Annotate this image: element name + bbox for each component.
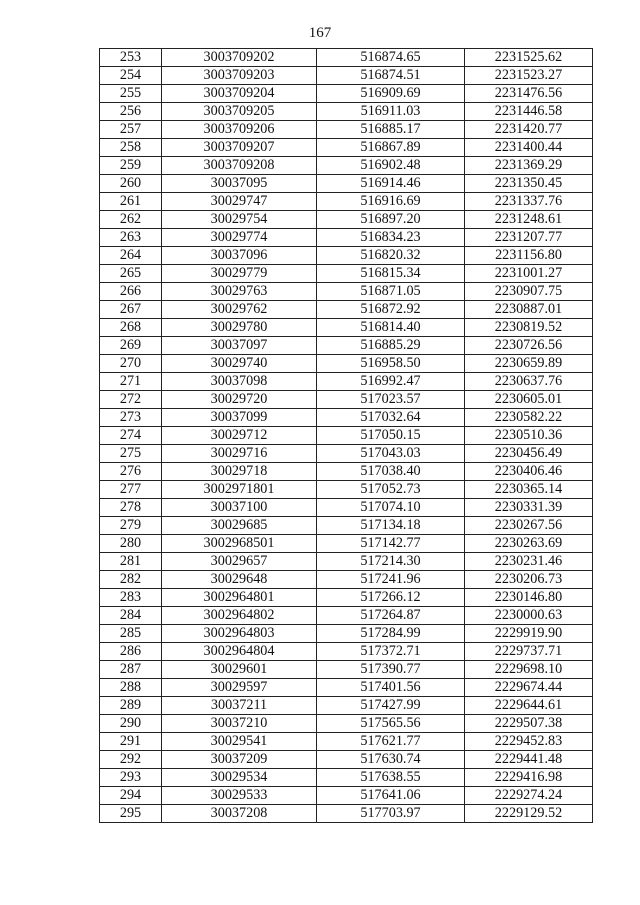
point-id-cell: 30037208 [162,805,317,823]
x-coordinate-cell: 517050.15 [317,427,465,445]
y-coordinate-cell: 2231523.27 [465,67,593,85]
point-number-cell: 290 [100,715,162,733]
x-coordinate-cell: 516867.89 [317,139,465,157]
point-id-cell: 30029541 [162,733,317,751]
y-coordinate-cell: 2229644.61 [465,697,593,715]
table-row [100,301,593,319]
point-id-cell: 3003709206 [162,121,317,139]
table-row [100,103,593,121]
point-number-cell: 277 [100,481,162,499]
point-number-cell: 280 [100,535,162,553]
table-row [100,787,593,805]
point-number-cell: 267 [100,301,162,319]
point-id-cell: 30029534 [162,769,317,787]
x-coordinate-cell: 516911.03 [317,103,465,121]
x-coordinate-cell: 516916.69 [317,193,465,211]
table-row [100,751,593,769]
table-row [100,157,593,175]
point-id-cell: 3003709205 [162,103,317,121]
y-coordinate-cell: 2231156.80 [465,247,593,265]
y-coordinate-cell: 2230605.01 [465,391,593,409]
point-number-cell: 288 [100,679,162,697]
table-row [100,139,593,157]
table-row [100,247,593,265]
y-coordinate-cell: 2230726.56 [465,337,593,355]
x-coordinate-cell: 516814.40 [317,319,465,337]
x-coordinate-cell: 517241.96 [317,571,465,589]
table-row [100,715,593,733]
table-row [100,211,593,229]
y-coordinate-cell: 2229416.98 [465,769,593,787]
y-coordinate-cell: 2230582.22 [465,409,593,427]
x-coordinate-cell: 517074.10 [317,499,465,517]
point-number-cell: 276 [100,463,162,481]
y-coordinate-cell: 2231337.76 [465,193,593,211]
y-coordinate-cell: 2230206.73 [465,571,593,589]
table-row [100,229,593,247]
point-id-cell: 3002964801 [162,589,317,607]
point-id-cell: 3003709207 [162,139,317,157]
point-id-cell: 3002964802 [162,607,317,625]
point-id-cell: 30037210 [162,715,317,733]
table-row [100,337,593,355]
y-coordinate-cell: 2230887.01 [465,301,593,319]
point-number-cell: 260 [100,175,162,193]
y-coordinate-cell: 2231350.45 [465,175,593,193]
x-coordinate-cell: 516874.51 [317,67,465,85]
x-coordinate-cell: 516885.29 [317,337,465,355]
point-id-cell: 30029685 [162,517,317,535]
x-coordinate-cell: 517565.56 [317,715,465,733]
point-id-cell: 3002971801 [162,481,317,499]
x-coordinate-cell: 517427.99 [317,697,465,715]
x-coordinate-cell: 516834.23 [317,229,465,247]
point-number-cell: 289 [100,697,162,715]
table-row [100,733,593,751]
point-id-cell: 30029780 [162,319,317,337]
point-number-cell: 286 [100,643,162,661]
point-number-cell: 272 [100,391,162,409]
x-coordinate-cell: 517372.71 [317,643,465,661]
point-id-cell: 30029762 [162,301,317,319]
point-number-cell: 293 [100,769,162,787]
table-row [100,193,593,211]
point-number-cell: 294 [100,787,162,805]
x-coordinate-cell: 517401.56 [317,679,465,697]
point-id-cell: 30037095 [162,175,317,193]
point-id-cell: 30029747 [162,193,317,211]
y-coordinate-cell: 2230331.39 [465,499,593,517]
table-body [100,49,593,823]
x-coordinate-cell: 516909.69 [317,85,465,103]
x-coordinate-cell: 517266.12 [317,589,465,607]
point-id-cell: 30029779 [162,265,317,283]
x-coordinate-cell: 517032.64 [317,409,465,427]
point-number-cell: 295 [100,805,162,823]
point-id-cell: 3003709202 [162,49,317,67]
table-row [100,85,593,103]
point-id-cell: 30029716 [162,445,317,463]
x-coordinate-cell: 517638.55 [317,769,465,787]
point-id-cell: 30029740 [162,355,317,373]
table-row [100,769,593,787]
point-number-cell: 284 [100,607,162,625]
x-coordinate-cell: 517052.73 [317,481,465,499]
y-coordinate-cell: 2231400.44 [465,139,593,157]
y-coordinate-cell: 2229698.10 [465,661,593,679]
y-coordinate-cell: 2230659.89 [465,355,593,373]
table-row [100,445,593,463]
table-row [100,283,593,301]
table-row [100,589,593,607]
page-number: 167 [308,25,332,41]
table-row [100,607,593,625]
table-row [100,625,593,643]
point-number-cell: 285 [100,625,162,643]
table-row [100,373,593,391]
y-coordinate-cell: 2229919.90 [465,625,593,643]
x-coordinate-cell: 517630.74 [317,751,465,769]
y-coordinate-cell: 2231207.77 [465,229,593,247]
point-number-cell: 278 [100,499,162,517]
y-coordinate-cell: 2229452.83 [465,733,593,751]
point-id-cell: 30037100 [162,499,317,517]
point-number-cell: 292 [100,751,162,769]
y-coordinate-cell: 2231525.62 [465,49,593,67]
point-number-cell: 253 [100,49,162,67]
table-row [100,661,593,679]
y-coordinate-cell: 2230510.36 [465,427,593,445]
point-id-cell: 3003709208 [162,157,317,175]
x-coordinate-cell: 516820.32 [317,247,465,265]
x-coordinate-cell: 516958.50 [317,355,465,373]
y-coordinate-cell: 2231446.58 [465,103,593,121]
table-row [100,481,593,499]
x-coordinate-cell: 516871.05 [317,283,465,301]
point-number-cell: 261 [100,193,162,211]
x-coordinate-cell: 517214.30 [317,553,465,571]
x-coordinate-cell: 517043.03 [317,445,465,463]
x-coordinate-cell: 517023.57 [317,391,465,409]
x-coordinate-cell: 517284.99 [317,625,465,643]
table-row [100,121,593,139]
coordinates-table [99,48,593,823]
table-row [100,805,593,823]
point-id-cell: 30029720 [162,391,317,409]
x-coordinate-cell: 516914.46 [317,175,465,193]
y-coordinate-cell: 2231420.77 [465,121,593,139]
point-number-cell: 258 [100,139,162,157]
x-coordinate-cell: 517621.77 [317,733,465,751]
y-coordinate-cell: 2229129.52 [465,805,593,823]
table-row [100,499,593,517]
point-id-cell: 3003709204 [162,85,317,103]
x-coordinate-cell: 517134.18 [317,517,465,535]
point-number-cell: 291 [100,733,162,751]
y-coordinate-cell: 2230907.75 [465,283,593,301]
y-coordinate-cell: 2230146.80 [465,589,593,607]
y-coordinate-cell: 2231248.61 [465,211,593,229]
point-number-cell: 269 [100,337,162,355]
point-id-cell: 30029712 [162,427,317,445]
point-id-cell: 30029754 [162,211,317,229]
y-coordinate-cell: 2230267.56 [465,517,593,535]
point-number-cell: 279 [100,517,162,535]
table-row [100,571,593,589]
y-coordinate-cell: 2230406.46 [465,463,593,481]
y-coordinate-cell: 2230365.14 [465,481,593,499]
point-id-cell: 30029648 [162,571,317,589]
table-row [100,553,593,571]
y-coordinate-cell: 2231001.27 [465,265,593,283]
x-coordinate-cell: 517703.97 [317,805,465,823]
point-id-cell: 3002968501 [162,535,317,553]
y-coordinate-cell: 2229274.24 [465,787,593,805]
point-id-cell: 30029763 [162,283,317,301]
table-row [100,355,593,373]
point-number-cell: 282 [100,571,162,589]
point-id-cell: 30029718 [162,463,317,481]
table-row [100,319,593,337]
x-coordinate-cell: 517142.77 [317,535,465,553]
y-coordinate-cell: 2231369.29 [465,157,593,175]
x-coordinate-cell: 516815.34 [317,265,465,283]
point-number-cell: 274 [100,427,162,445]
x-coordinate-cell: 517390.77 [317,661,465,679]
y-coordinate-cell: 2229674.44 [465,679,593,697]
point-number-cell: 262 [100,211,162,229]
point-number-cell: 259 [100,157,162,175]
table-row [100,409,593,427]
point-number-cell: 268 [100,319,162,337]
point-number-cell: 281 [100,553,162,571]
table-row [100,427,593,445]
point-number-cell: 273 [100,409,162,427]
table-row [100,535,593,553]
x-coordinate-cell: 517038.40 [317,463,465,481]
y-coordinate-cell: 2229507.38 [465,715,593,733]
table-row [100,175,593,193]
table-row [100,697,593,715]
point-id-cell: 30037209 [162,751,317,769]
y-coordinate-cell: 2231476.56 [465,85,593,103]
point-id-cell: 30037099 [162,409,317,427]
x-coordinate-cell: 516992.47 [317,373,465,391]
point-number-cell: 266 [100,283,162,301]
point-number-cell: 275 [100,445,162,463]
point-id-cell: 30029533 [162,787,317,805]
point-number-cell: 271 [100,373,162,391]
y-coordinate-cell: 2230231.46 [465,553,593,571]
table-row [100,679,593,697]
point-number-cell: 255 [100,85,162,103]
y-coordinate-cell: 2229737.71 [465,643,593,661]
point-id-cell: 30037098 [162,373,317,391]
point-number-cell: 265 [100,265,162,283]
point-id-cell: 30029597 [162,679,317,697]
x-coordinate-cell: 516872.92 [317,301,465,319]
table-row [100,517,593,535]
table-row [100,463,593,481]
point-id-cell: 3002964804 [162,643,317,661]
point-number-cell: 256 [100,103,162,121]
table-row [100,67,593,85]
point-number-cell: 257 [100,121,162,139]
point-number-cell: 287 [100,661,162,679]
table-row [100,391,593,409]
point-id-cell: 30037097 [162,337,317,355]
point-number-cell: 264 [100,247,162,265]
x-coordinate-cell: 517641.06 [317,787,465,805]
point-number-cell: 270 [100,355,162,373]
point-id-cell: 30029657 [162,553,317,571]
table-row [100,49,593,67]
point-id-cell: 30029601 [162,661,317,679]
y-coordinate-cell: 2230000.63 [465,607,593,625]
y-coordinate-cell: 2230456.49 [465,445,593,463]
point-id-cell: 30029774 [162,229,317,247]
y-coordinate-cell: 2229441.48 [465,751,593,769]
point-id-cell: 30037211 [162,697,317,715]
point-id-cell: 3002964803 [162,625,317,643]
x-coordinate-cell: 517264.87 [317,607,465,625]
x-coordinate-cell: 516885.17 [317,121,465,139]
y-coordinate-cell: 2230819.52 [465,319,593,337]
y-coordinate-cell: 2230637.76 [465,373,593,391]
table-row [100,265,593,283]
point-id-cell: 3003709203 [162,67,317,85]
x-coordinate-cell: 516897.20 [317,211,465,229]
point-number-cell: 283 [100,589,162,607]
x-coordinate-cell: 516874.65 [317,49,465,67]
table-row [100,643,593,661]
point-number-cell: 254 [100,67,162,85]
x-coordinate-cell: 516902.48 [317,157,465,175]
y-coordinate-cell: 2230263.69 [465,535,593,553]
point-id-cell: 30037096 [162,247,317,265]
point-number-cell: 263 [100,229,162,247]
